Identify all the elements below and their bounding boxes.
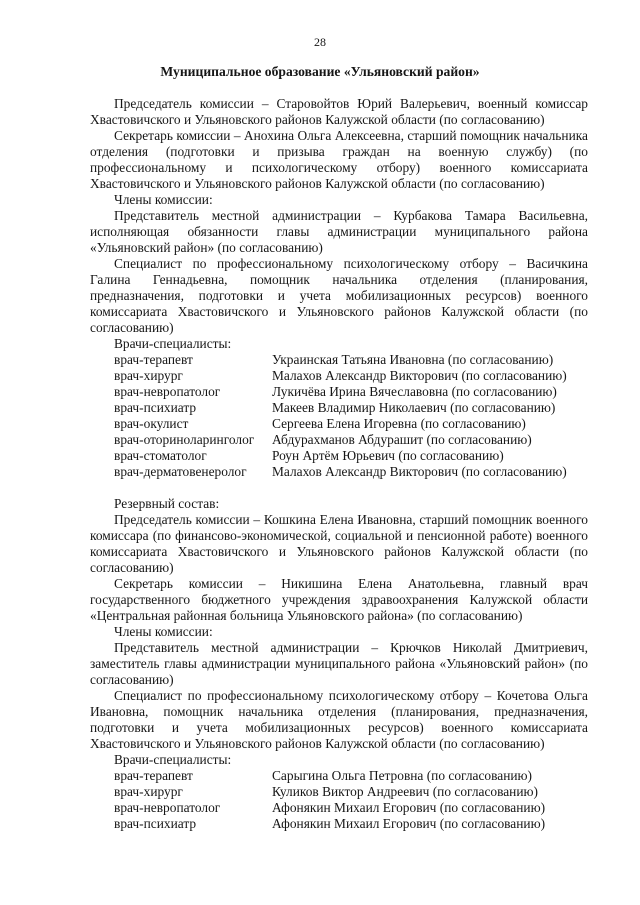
reserve-chairman-paragraph: Председатель комиссии – Кошкина Елена Ивановна, старший помощник военного комиссара (по финансово-экономической, социальной и пенсионной работе) военного комиссариата Хвастовичского и Ульяновского районов Калужской области (по согласованию) xyxy=(90,512,588,575)
doctor-name: Малахов Александр Викторович (по согласованию) xyxy=(272,368,567,383)
doctor-name: Абдурахманов Абдурашит (по согласованию) xyxy=(272,432,532,447)
doctor-name: Афонякин Михаил Егорович (по согласованию) xyxy=(272,800,546,815)
page-number: 28 xyxy=(314,35,326,49)
doctor-row xyxy=(90,352,588,368)
doctor-row xyxy=(90,784,588,800)
doctor-name: Сарыгина Ольга Петровна (по согласованию) xyxy=(272,768,532,783)
doctor-name: Макеев Владимир Николаевич (по согласованию) xyxy=(272,400,556,415)
document-body xyxy=(90,96,588,832)
main-psych-paragraph: Специалист по профессиональному психологическому отбору – Васичкина Галина Геннадьевна, помощник начальника отделения (планирования, предназначения, подготовки и учета мобилизационных ресурсов) военного комиссариата Хвастовичского и Ульяновского районов Калужской области (по согласованию) xyxy=(90,256,588,335)
doctor-role: врач-невропатолог xyxy=(114,384,221,399)
main-admin-rep-paragraph: Представитель местной администрации – Курбакова Тамара Васильевна, исполняющая обязанности главы администрации муниципального района «Ульяновский район» (по согласованию) xyxy=(90,208,588,255)
main-members-heading: Члены комиссии: xyxy=(114,192,213,207)
doctor-name: Афонякин Михаил Егорович (по согласованию) xyxy=(272,816,546,831)
section-spacer xyxy=(90,480,588,496)
doctor-role: врач-окулист xyxy=(114,416,189,431)
reserve-secretary-paragraph: Секретарь комиссии – Никишина Елена Анатольевна, главный врач государственного бюджетного учреждения здравоохранения Калужской области «Центральная районная больница Ульяновского района» (по согласованию) xyxy=(90,576,588,623)
doctor-row xyxy=(90,400,588,416)
reserve-doctors-list xyxy=(90,768,588,832)
doctor-role: врач-оториноларинголог xyxy=(114,432,255,447)
reserve-heading: Резервный состав: xyxy=(114,496,220,511)
doctor-role: врач-психиатр xyxy=(114,400,197,415)
doctor-row xyxy=(90,768,588,784)
doctor-name: Роун Артём Юрьевич (по согласованию) xyxy=(272,448,504,463)
reserve-members-heading: Члены комиссии: xyxy=(114,624,213,639)
doctor-row xyxy=(90,816,588,832)
doctor-role: врач-стоматолог xyxy=(114,448,207,463)
reserve-psych-paragraph: Специалист по профессиональному психологическому отбору – Кочетова Ольга Ивановна, помощник начальника отделения (планирования, предназначения, подготовки и учета мобилизационных ресурсов) военного комиссариата Хвастовичского и Ульяновского районов Калужской области (по согласованию) xyxy=(90,688,588,751)
main-doctors-list xyxy=(90,352,588,480)
reserve-doctors-heading: Врачи-специалисты: xyxy=(114,752,232,767)
doctor-name: Украинская Татьяна Ивановна (по согласованию) xyxy=(272,352,554,367)
doctor-name: Лукичёва Ирина Вячеславовна (по согласованию) xyxy=(272,384,557,399)
doctor-row xyxy=(90,368,588,384)
doctor-name: Куликов Виктор Андреевич (по согласованию) xyxy=(272,784,538,799)
reserve-admin-rep-paragraph: Представитель местной администрации – Крючков Николай Дмитриевич, заместитель главы администрации муниципального района «Ульяновский район» (по согласованию) xyxy=(90,640,588,687)
main-secretary-paragraph: Секретарь комиссии – Анохина Ольга Алексеевна, старший помощник начальника отделения (подготовки и призыва граждан на военную службу) (по профессиональному и психологическому отбору) военного комиссариата Хвастовичского и Ульяновского районов Калужской области (по согласованию) xyxy=(90,128,588,191)
doctor-row xyxy=(90,800,588,816)
doctor-row xyxy=(90,416,588,432)
doctor-row xyxy=(90,448,588,464)
main-chairman-paragraph: Председатель комиссии – Старовойтов Юрий Валерьевич, военный комиссар Хвастовичского и Ульяновского районов Калужской области (по согласованию) xyxy=(90,96,588,127)
doctor-role: врач-терапевт xyxy=(114,768,193,783)
doctor-row xyxy=(90,384,588,400)
doctor-role: врач-хирург xyxy=(114,784,183,799)
doctor-role: врач-психиатр xyxy=(114,816,197,831)
doctor-role: врач-терапевт xyxy=(114,352,193,367)
doctor-name: Сергеева Елена Игоревна (по согласованию) xyxy=(272,416,526,431)
doctor-name: Малахов Александр Викторович (по согласованию) xyxy=(272,464,567,479)
doctor-role: врач-невропатолог xyxy=(114,800,221,815)
main-doctors-heading: Врачи-специалисты: xyxy=(114,336,232,351)
doctor-role: врач-хирург xyxy=(114,368,183,383)
section-title: Муниципальное образование «Ульяновский район» xyxy=(160,64,480,79)
doctor-role: врач-дерматовенеролог xyxy=(114,464,247,479)
doctor-row xyxy=(90,432,588,448)
doctor-row xyxy=(90,464,588,480)
